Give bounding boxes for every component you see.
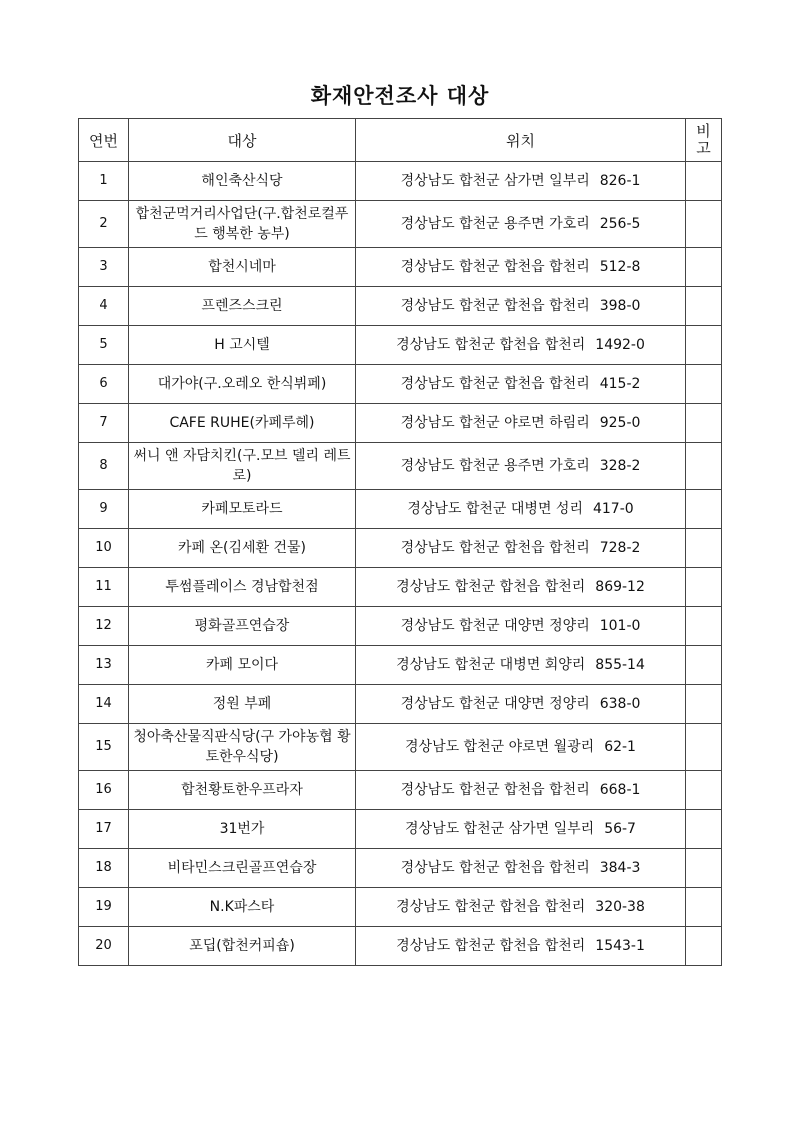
- row-remark: [686, 162, 722, 201]
- row-location: [356, 810, 686, 849]
- row-lot-number: 638-0: [599, 696, 641, 712]
- row-location: [356, 724, 686, 771]
- row-number: 14: [79, 685, 129, 724]
- row-location: [356, 771, 686, 810]
- row-remark: [686, 607, 722, 646]
- row-location: [356, 287, 686, 326]
- row-location: [356, 248, 686, 287]
- row-target: 프렌즈스크린: [129, 287, 356, 326]
- row-remark: [686, 365, 722, 404]
- row-target: 31번가: [129, 810, 356, 849]
- document-title: 화재안전조사 대상: [310, 84, 490, 108]
- row-address: 경상남도 합천군 용주면 가호리: [400, 458, 590, 474]
- row-number: 5: [79, 326, 129, 365]
- row-remark: [686, 201, 722, 248]
- row-number: 3: [79, 248, 129, 287]
- row-number: 13: [79, 646, 129, 685]
- row-location: [356, 162, 686, 201]
- row-remark: [686, 849, 722, 888]
- table-row: [79, 248, 722, 287]
- row-location: [356, 685, 686, 724]
- table-row: [79, 201, 722, 248]
- row-remark: [686, 326, 722, 365]
- row-number: 19: [79, 888, 129, 927]
- row-target: N.K파스타: [129, 888, 356, 927]
- row-remark: [686, 529, 722, 568]
- row-number: 20: [79, 927, 129, 966]
- table-row: [79, 724, 722, 771]
- row-remark: [686, 810, 722, 849]
- table-row: [79, 162, 722, 201]
- row-remark: [686, 646, 722, 685]
- row-target: 합천군먹거리사업단(구.합천로컬푸드 행복한 농부): [129, 201, 356, 248]
- row-number: 11: [79, 568, 129, 607]
- row-address: 경상남도 합천군 합천읍 합천리: [400, 376, 590, 392]
- row-target: 포딥(합천커피숍): [129, 927, 356, 966]
- row-remark: [686, 404, 722, 443]
- row-address: 경상남도 합천군 합천읍 합천리: [400, 298, 590, 314]
- row-remark: [686, 490, 722, 529]
- row-address: 경상남도 합천군 용주면 가호리: [400, 216, 590, 232]
- row-lot-number: 62-1: [604, 739, 636, 755]
- row-location: [356, 404, 686, 443]
- row-lot-number: 328-2: [599, 458, 641, 474]
- table-row: [79, 443, 722, 490]
- table-row: [79, 568, 722, 607]
- row-lot-number: 925-0: [599, 415, 641, 431]
- table-row: [79, 529, 722, 568]
- row-address: 경상남도 합천군 야로면 하림리: [400, 415, 590, 431]
- row-location: [356, 201, 686, 248]
- table-row: [79, 404, 722, 443]
- row-remark: [686, 724, 722, 771]
- row-address: 경상남도 합천군 합천읍 합천리: [396, 938, 586, 954]
- row-target: 합천황토한우프라자: [129, 771, 356, 810]
- row-remark: [686, 568, 722, 607]
- row-target: 카페 모이다: [129, 646, 356, 685]
- row-remark: [686, 927, 722, 966]
- row-location: [356, 529, 686, 568]
- table-row: [79, 810, 722, 849]
- table-row: [79, 849, 722, 888]
- row-lot-number: 1543-1: [595, 938, 645, 954]
- row-target: CAFE RUHE(카페루헤): [129, 404, 356, 443]
- header-no: 연번: [79, 119, 129, 162]
- row-address: 경상남도 합천군 야로면 월광리: [405, 739, 595, 755]
- header-remark-char-2: 고: [696, 139, 711, 157]
- row-target: 합천시네마: [129, 248, 356, 287]
- row-address: 경상남도 합천군 대양면 정양리: [400, 696, 590, 712]
- row-remark: [686, 771, 722, 810]
- row-target: 해인축산식당: [129, 162, 356, 201]
- row-number: 15: [79, 724, 129, 771]
- row-number: 8: [79, 443, 129, 490]
- row-location: [356, 849, 686, 888]
- row-location: [356, 927, 686, 966]
- table-row: [79, 888, 722, 927]
- row-number: 12: [79, 607, 129, 646]
- row-remark: [686, 287, 722, 326]
- row-number: 18: [79, 849, 129, 888]
- header-remark: [686, 119, 722, 162]
- row-target: 평화골프연습장: [129, 607, 356, 646]
- table-row: [79, 771, 722, 810]
- row-number: 1: [79, 162, 129, 201]
- row-target: 정원 부페: [129, 685, 356, 724]
- row-number: 9: [79, 490, 129, 529]
- row-lot-number: 855-14: [595, 657, 645, 673]
- table-row: [79, 685, 722, 724]
- row-lot-number: 668-1: [599, 782, 641, 798]
- table-body: [79, 162, 722, 966]
- row-lot-number: 826-1: [599, 173, 641, 189]
- header-target: 대상: [129, 119, 356, 162]
- row-target: H 고시텔: [129, 326, 356, 365]
- row-lot-number: 256-5: [599, 216, 641, 232]
- row-location: [356, 568, 686, 607]
- row-address: 경상남도 합천군 대병면 성리: [407, 501, 583, 517]
- row-remark: [686, 248, 722, 287]
- row-remark: [686, 685, 722, 724]
- row-target: 청아축산물직판식당(구 가야농협 황토한우식당): [129, 724, 356, 771]
- row-target: 투썸플레이스 경남합천점: [129, 568, 356, 607]
- row-address: 경상남도 합천군 대양면 정양리: [400, 618, 590, 634]
- row-number: 7: [79, 404, 129, 443]
- header-location: 위치: [356, 119, 686, 162]
- table-row: [79, 490, 722, 529]
- row-lot-number: 1492-0: [595, 337, 645, 353]
- row-location: [356, 490, 686, 529]
- row-target: 비타민스크린골프연습장: [129, 849, 356, 888]
- table-row: [79, 927, 722, 966]
- table-row: [79, 287, 722, 326]
- row-lot-number: 320-38: [595, 899, 645, 915]
- table-row: [79, 646, 722, 685]
- row-number: 16: [79, 771, 129, 810]
- row-number: 17: [79, 810, 129, 849]
- row-location: [356, 646, 686, 685]
- row-number: 4: [79, 287, 129, 326]
- row-address: 경상남도 합천군 대병면 회양리: [396, 657, 586, 673]
- table-row: [79, 365, 722, 404]
- row-lot-number: 415-2: [599, 376, 641, 392]
- row-location: [356, 443, 686, 490]
- row-location: [356, 365, 686, 404]
- row-address: 경상남도 합천군 합천읍 합천리: [400, 540, 590, 556]
- row-target: 카페 온(김세환 건물): [129, 529, 356, 568]
- row-address: 경상남도 합천군 삼가면 일부리: [400, 173, 590, 189]
- header-remark-char-1: 비: [696, 122, 711, 140]
- row-number: 10: [79, 529, 129, 568]
- row-target: 대가야(구.오레오 한식뷔페): [129, 365, 356, 404]
- row-lot-number: 384-3: [599, 860, 641, 876]
- row-target: 써니 앤 자담치킨(구.모브 델리 레트로): [129, 443, 356, 490]
- row-lot-number: 417-0: [592, 501, 634, 517]
- row-lot-number: 728-2: [599, 540, 641, 556]
- row-address: 경상남도 합천군 합천읍 합천리: [396, 579, 586, 595]
- row-target: 카페모토라드: [129, 490, 356, 529]
- row-number: 6: [79, 365, 129, 404]
- row-remark: [686, 443, 722, 490]
- row-lot-number: 869-12: [595, 579, 645, 595]
- table-row: [79, 607, 722, 646]
- row-address: 경상남도 합천군 삼가면 일부리: [405, 821, 595, 837]
- row-address: 경상남도 합천군 합천읍 합천리: [396, 337, 586, 353]
- table-row: [79, 326, 722, 365]
- row-remark: [686, 888, 722, 927]
- row-lot-number: 101-0: [599, 618, 641, 634]
- row-address: 경상남도 합천군 합천읍 합천리: [400, 860, 590, 876]
- table-header-row: [79, 119, 722, 162]
- row-lot-number: 56-7: [604, 821, 636, 837]
- row-lot-number: 512-8: [599, 259, 641, 275]
- row-location: [356, 326, 686, 365]
- row-address: 경상남도 합천군 합천읍 합천리: [400, 259, 590, 275]
- row-address: 경상남도 합천군 합천읍 합천리: [396, 899, 586, 915]
- row-location: [356, 607, 686, 646]
- row-number: 2: [79, 201, 129, 248]
- row-address: 경상남도 합천군 합천읍 합천리: [400, 782, 590, 798]
- inspection-target-table: [78, 118, 722, 966]
- row-location: [356, 888, 686, 927]
- row-lot-number: 398-0: [599, 298, 641, 314]
